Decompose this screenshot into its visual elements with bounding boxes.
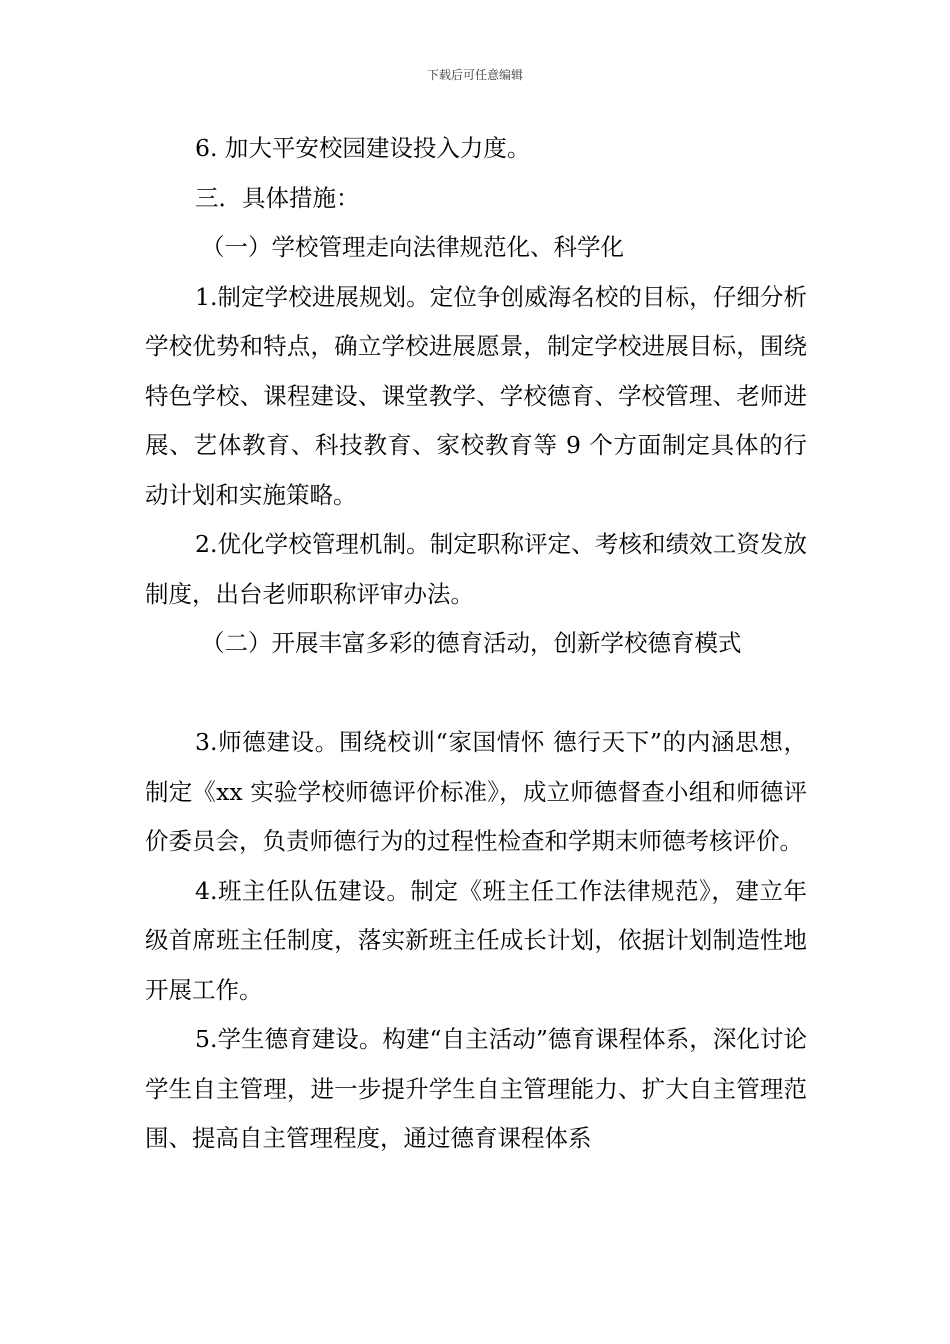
paragraph-teacher-ethics: 3.师德建设。围绕校训“家国情怀 德行天下”的内涵思想，制定《xx 实验学校师德评价标准》，成立师德督查小组和师德评价委员会，负责师德行为的过程性检查和学期末师德考核评价。 bbox=[145, 728, 807, 855]
section-heading-measures: 三．具体措施： bbox=[195, 183, 360, 212]
page-header: 下载后可任意编辑 bbox=[426, 68, 523, 82]
paragraph-development-plan: 1.制定学校进展规划。定位争创威海名校的目标，仔细分析学校优势和特点，确立学校进展愿景，制定学校进展目标，围绕特色学校、课程建设、课堂教学、学校德育、学校管理、老师进展、艺体教育、科技教育、家校教育等 9 个方面制定具体的行动计划和实施策略。 bbox=[145, 282, 807, 509]
subsection-heading-management: （一）学校管理走向法律规范化、科学化 bbox=[201, 233, 624, 261]
blank-line bbox=[145, 669, 807, 719]
document-body bbox=[145, 124, 807, 1164]
paragraph-head-teacher-team: 4.班主任队伍建设。制定《班主任工作法律规范》，建立年级首席班主任制度，落实新班主任成长计划，依据计划制造性地开展工作。 bbox=[145, 876, 807, 1004]
paragraph-student-moral-education: 5.学生德育建设。构建“自主活动”德育课程体系，深化讨论学生自主管理，进一步提升学生自主管理能力、扩大自主管理范围、提高自主管理程度，通过德育课程体系 bbox=[145, 1025, 807, 1152]
paragraph-management-mechanism: 2.优化学校管理机制。制定职称评定、考核和绩效工资发放制度，出台老师职称评审办法。 bbox=[145, 530, 807, 608]
paragraph-item-6: 6. 加大平安校园建设投入力度。 bbox=[195, 134, 531, 162]
subsection-heading-moral-education: （二）开展丰富多彩的德育活动，创新学校德育模式 bbox=[201, 629, 742, 657]
